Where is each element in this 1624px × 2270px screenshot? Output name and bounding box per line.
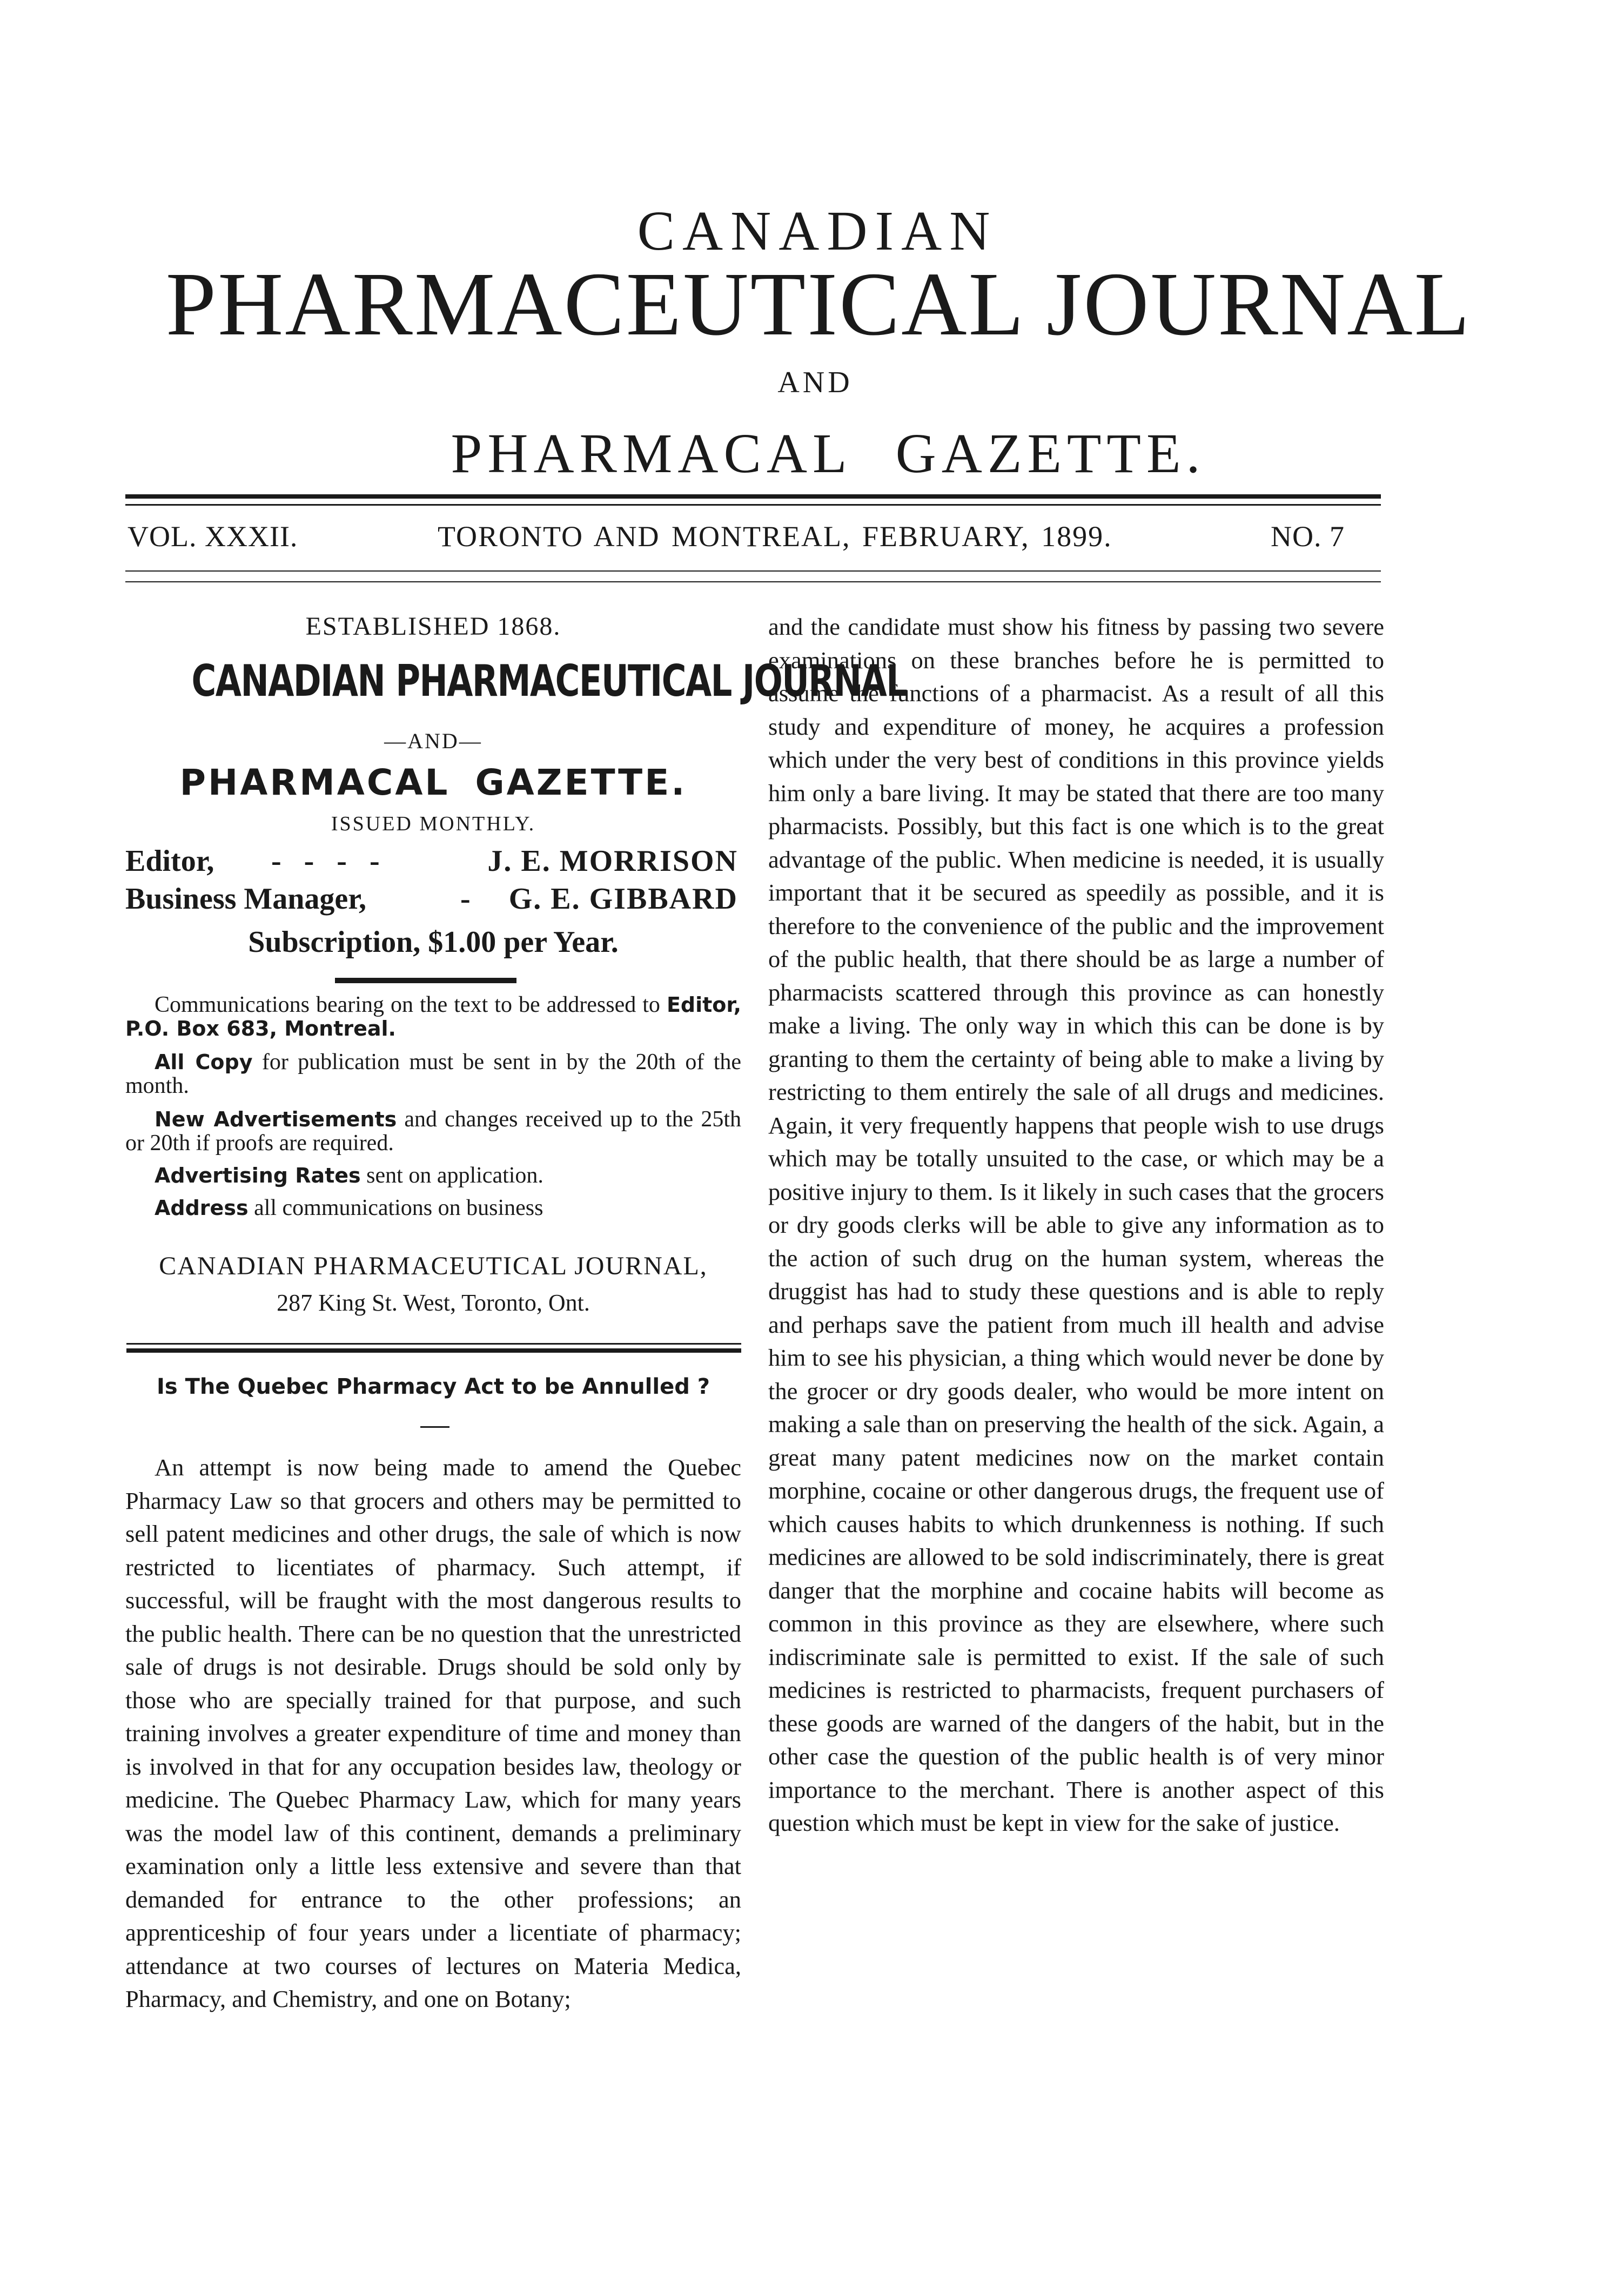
editor-dots: - - - - [271, 844, 387, 878]
info-box-short-rule [335, 978, 516, 983]
editor-row [125, 844, 741, 882]
masthead-rule-thin [125, 504, 1381, 506]
article-paragraph-right: and the candidate must show his fitness by passing two severe examinations on these branches before he is permitted to assume the functions of a pharmacist. As a result of all this study and expenditure of money, he acquires a profession which under the very best of conditions in this province yields him only a bare living. It may be stated that there are too many pharmacists. Possibly, but this fact is one which is to the great advantage of the public. When medicine is needed, it is usually important that it be secured as speedily as possible, and it is therefore to the convenience of the public and the improvement of the public health, that there should be as large a number of pharmacists scattered through this province as can honestly make a living. The only way in which this can be done is by granting to them the certainty of being able to make a living by restricting to them entirely the sale of all drugs and medicines. Again, it very frequently happens that people wish to use drugs which may be totally unsuited to the case, or which may be a positive injury to them. Is it likely in such cases that the grocers or dry goods clerks will be able to give any information as to the action of such drug on the human system, whereas the druggist has had to study these questions and is able to reply and perhaps save the patient from much ill health and advise him to see his physician, a thing which would never be done by the grocer or dry goods dealer, who would be more intent on making a sale than on preserving the health of the sick. Again, a great many patent medicines now on the market contain morphine, cocaine or other dangerous drugs, the frequent use of which causes habits to which drunkenness is nothing. If such medicines are allowed to be sold indiscriminately, there is great danger that the morphine and cocaine habits will become as common in this province as they are elsewhere, where such indiscriminate sale is permitted to exist. If the sale of such medicines is restricted to pharmacists, frequent purchasers of these goods are warned of the dangers of the habit, but in the other case the question of the public health is of very minor importance to the merchant. There is another aspect of this question which must be kept in view for the sake of justice. [768, 613, 1384, 1836]
masthead-title-pharmacal-gazette: PHARMACAL GAZETTE. [451, 422, 1206, 485]
masthead-and: AND [777, 366, 853, 399]
address-name: CANADIAN PHARMACEUTICAL JOURNAL, [159, 1252, 708, 1280]
info-box-title: CANADIAN PHARMACEUTICAL JOURNAL [191, 656, 907, 706]
manager-label: Business Manager, [125, 882, 367, 916]
masthead-title-canadian: CANADIAN [637, 200, 998, 262]
notice-advertising-rates: Advertising Rates sent on application. [155, 1163, 543, 1188]
notice-address: Address all communications on business [155, 1196, 543, 1220]
subscription-line: Subscription, $1.00 per Year. [248, 925, 619, 959]
notice-all-copy: All Copy for publication must be sent in by the 20th of the month. [125, 1050, 742, 1098]
address-street: 287 King St. West, Toronto, Ont. [277, 1290, 590, 1316]
info-box-rule-top [126, 1343, 741, 1345]
notice-communications: Communications bearing on the text to be addressed to Editor, P.O. Box 683, Montreal. [125, 992, 741, 1040]
notice-new-advertisements: New Advertisements and changes received up to the 25th or 20th if proofs are required. [125, 1107, 741, 1156]
editor-label: Editor, [125, 844, 214, 878]
established-line: ESTABLISHED 1868. [305, 612, 561, 641]
masthead-title-pharmaceutical-journal: PHARMACEUTICAL JOURNAL [165, 254, 1472, 354]
info-box-rule-thick [126, 1348, 741, 1353]
notices-block [125, 993, 741, 1220]
issue-place-date: TORONTO AND MONTREAL, FEBRUARY, 1899. [438, 520, 1112, 553]
issue-volume: VOL. XXXII. [127, 520, 298, 553]
manager-row [125, 882, 741, 919]
info-box-subtitle: PHARMACAL GAZETTE. [179, 762, 687, 803]
article-body-right [768, 610, 1384, 1840]
article-body-left [125, 1451, 741, 2016]
issued-monthly: ISSUED MONTHLY. [331, 812, 536, 835]
masthead-rule-thick [125, 494, 1381, 499]
article-headline: Is The Quebec Pharmacy Act to be Annulled ? [157, 1374, 710, 1399]
editor-name: J. E. MORRISON [487, 844, 738, 878]
article-paragraph-left: An attempt is now being made to amend the Quebec Pharmacy Law so that grocers and others may be permitted to sell patent medicines and other drugs, the sale of which is now restricted to licentiates of pharmacy. Such attempt, if successful, will be fraught with the most dangerous results to the public health. There can be no question that the unrestricted sale of drugs is not desirable. Drugs should be sold only by those who are specially trained for that purpose, and such training involves a greater expenditure of time and money than is involved in that for any occupation besides law, theology or medicine. The Quebec Pharmacy Law, which for many years was the model law of this continent, demands a preliminary examination only a little less extensive and severe than that demanded for entrance to the other professions; an apprenticeship of four years under a licentiate of pharmacy; attendance at two courses of lectures on Materia Medica, Pharmacy, and Chemistry, and one on Botany; [125, 1454, 741, 2012]
manager-dots: - [460, 882, 471, 916]
issue-number: NO. 7 [1271, 520, 1345, 553]
issue-rule-thin-top [125, 570, 1381, 572]
manager-name: G. E. GIBBARD [508, 882, 738, 916]
issue-rule-thin-bottom [125, 581, 1381, 582]
headline-separator [420, 1426, 449, 1428]
info-box-and: —AND— [384, 729, 482, 753]
